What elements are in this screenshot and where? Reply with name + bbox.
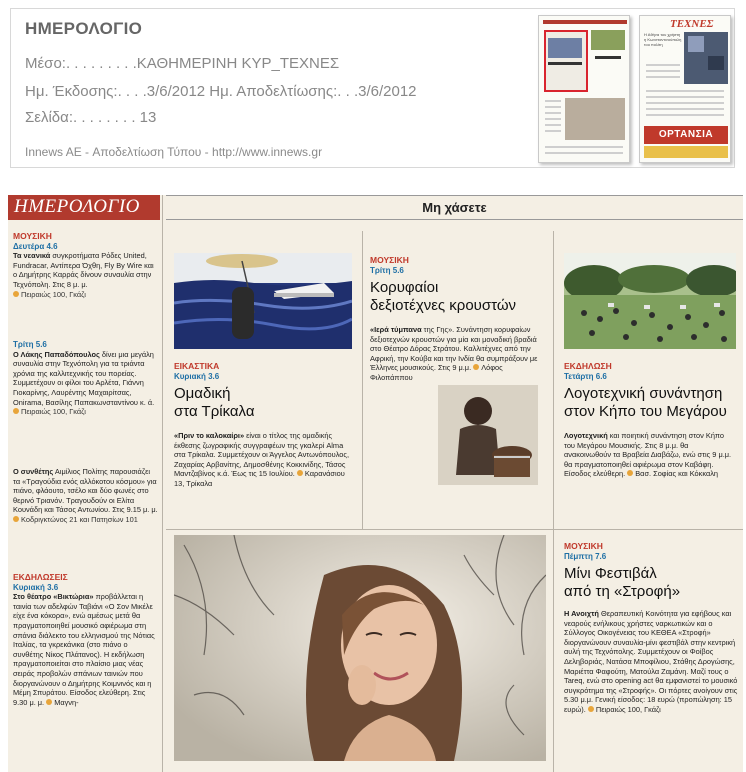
left-item-1 [13, 232, 158, 299]
newspaper-clipping [8, 195, 743, 772]
painting-image [174, 253, 352, 349]
garden-image [564, 253, 736, 349]
column-divider [362, 231, 363, 529]
column-divider [162, 195, 163, 772]
lead-text: Τα νεανικά [13, 251, 51, 261]
article-body: Η Ανοιχτή Θεραπευτική Κοινότητα για εφήβους και νεαρούς ενήλικους χρήστες ναρκωτικών και ο Σύλλογος Οικογένειας του ΚΕΘΕΑ «Στροφή» διοργανώνουν συναυλία-μίνι φεστιβάλ στην κεντρική αυλή της Τεχνόπολης. Συμμετέχουν οι Φοίβος Δεληβοριάς, Νατάσα Μποφίλιου, Στάθης Δρογώσης, Μαριέττα Φαφούτη, Ματούλα Ζαμάνη. Μαζί τους ο Tareq, ενώ στο opening act θα εμφανιστεί το μουσικό συγκρότημα της «Στροφής». Οι πόρτες ανοίγουν στις 5.30 μ.μ. Γενική είσοδος: 18 ευρώ (προπώληση: 15 ευρώ). Πειραιώς 100, Γκάζι [564, 609, 738, 714]
left-column [8, 195, 160, 772]
garden-photo [564, 253, 736, 349]
row-divider [166, 529, 743, 530]
left-item-4 [13, 573, 158, 707]
address: Μαγνη- [54, 697, 79, 707]
singer-photo [174, 535, 546, 761]
location-icon [13, 516, 19, 522]
main-area [166, 195, 743, 772]
day-label: Δευτέρα 4.6 [13, 241, 58, 251]
section-label: ΕΚΔΗΛΩΣΗ [564, 361, 612, 371]
article-body: «Ιερά τύμπανα της Γης». Συνάντηση κορυφαίων δεξιοτεχνών κρουστών για μία και μοναδική βραδιά στο Θέατρο Δόρας Στράτου. Καλλιτέχνες από την Αφρική, την Κούβα και την Ινδία θα συμπράξουν με Έλληνες μουσικούς. Στις 9 μ.μ. Λόφος Φιλοπάππου [370, 325, 538, 382]
day-label: Κυριακή 3.6 [13, 582, 59, 592]
headline: Λογοτεχνική συνάντηση στον Κήπο του Μεγάρου [564, 385, 727, 420]
media-line: Μέσο:. . . . . . . . .ΚΑΘΗΜΕΡΙΝΗ ΚΥΡ_ΤΕΧΝΕΣ [25, 55, 340, 72]
location-icon [588, 706, 594, 712]
section-label: ΜΟΥΣΙΚΗ [564, 541, 603, 551]
left-item-3 [13, 467, 158, 525]
location-icon [627, 470, 633, 476]
footer-line: Innews AE - Αποδελτίωση Τύπου - http://www.innews.gr [25, 145, 323, 159]
dates-line: Ημ. Έκδοσης:. . . .3/6/2012 Ημ. Αποδελτίωσης:. . .3/6/2012 [25, 83, 417, 100]
section-label: ΕΙΚΑΣΤΙΚΑ [174, 361, 220, 371]
section-label: ΜΟΥΣΙΚΗ [370, 255, 409, 265]
main-header: Μη χάσετε [166, 195, 743, 220]
address: Πειραιώς 100, Γκάζι [21, 289, 86, 299]
lead-text: Ο συνθέτης [13, 467, 54, 476]
column-divider [553, 529, 554, 772]
location-icon [46, 699, 52, 705]
thumb-masthead: ΤΕΧΝΕΣ [670, 18, 714, 30]
lead-text: Στο θέατρο «Βικτώρια» [13, 592, 94, 602]
headline: Ομαδική στα Τρίκαλα [174, 385, 255, 420]
day-label: Τρίτη 5.6 [13, 340, 47, 349]
painting-photo [174, 253, 352, 349]
left-item-2 [13, 340, 158, 417]
day-label: Τετάρτη 6.6 [564, 372, 607, 381]
location-icon [13, 291, 19, 297]
location-icon [473, 364, 479, 370]
card-title: ΗΜΕΡΟΛΟΓΙΟ [25, 19, 143, 38]
day-label: Τρίτη 5.6 [370, 266, 404, 275]
clipping-info-card [10, 8, 735, 168]
page-line: Σελίδα:. . . . . . . . 13 [25, 109, 157, 126]
headline: Μίνι Φεστιβάλ από τη «Στροφή» [564, 565, 681, 600]
headline: Κορυφαίοι δεξιοτέχνες κρουστών [370, 279, 517, 314]
section-label: ΕΚΔΗΛΩΣΕΙΣ [13, 572, 68, 582]
page-thumbnail-1[interactable] [538, 15, 630, 163]
item-text: συγκροτήματα Ρόδες United, Fundracar, Αντίπερα Όχθη, Fly By Wire και ο Δημήτρης Καρράς δίνουν συναυλία στην Τεχνόπολη. Στις 8 μ. μ. [13, 251, 154, 289]
address: Πειραιώς 100, Γκάζι [21, 407, 86, 417]
section-banner: ΗΜΕΡΟΛΟΓΙΟ [8, 195, 160, 220]
article-body: «Πριν το καλοκαίρι» είναι ο τίτλος της ομαδικής έκθεσης ζωγραφικής συγγραφέων της γκαλερί Alma στα Τρίκαλα. Συμμετέχουν οι Άγγελος Αντωνόπουλος, Ζαχαρίας Αρβανίτης, Δημοσθένης Κοκκινίδης, Τάσος Μαντζαβίνος κ.ά. Έως τις 15 Ιουλίου. Καρανάσιου 13, Τρίκαλα [174, 431, 350, 488]
article-body: Λογοτεχνική και ποιητική συνάντηση στον Κήπο του Μεγάρου Μουσικής. Στις 8 μ.μ. θα ανακοινωθούν τα Βραβεία Διαβάζω, ενώ στις 9 μ.μ. θα πραγματοποιηθεί αφιέρωμα στον Καβάφη. Είσοδος ελεύθερη. Βασ. Σοφίας και Κόκκαλη [564, 431, 732, 479]
singer-image [174, 535, 546, 761]
column-divider [553, 231, 554, 529]
drummer-image [438, 385, 538, 485]
location-icon [13, 408, 19, 414]
thumb-ad: ΟΡΤΑΝΣΙΑ [644, 126, 728, 144]
item-text: προβάλλεται η ταινία των αδελφών Ταβιάνι «Ο Σον Μικέλε είχε ένα κόκορα», ενώ αμέσως μετά θα πραγματοποιηθεί μουσικό αφιέρωμα στη σπάνια διάλεκτο του ελληνισμού της Νότιας Ιταλίας, τα γκρεκάνικα (στο πιάνο ο συνθέτης Νίκος Πλάτανος). Η εκδήλωση πραγματοποιείται στο πλαίσιο μιας νέας σειράς προβολών σπάνιων ταινιών που διοργανώνουν ο Δημήτρης Κοιμνινός και η Μέμη Σπυράτου. Είσοδος ελεύθερη. Στις 9.30 μ. μ. [13, 592, 155, 707]
drummer-photo [438, 385, 538, 485]
item-text: Αιμίλιος Πολίτης παρουσιάζει τα «Τραγούδια ενός αλλόκοτου κόσμου» για πιάνο, φλάουτο, τσέλο και δύο φωνές στο θερινό Τριανόν. Τραγουδούν οι Ελίτα Κουνάδη και Τάσος Αντωνίου. Στις 9.15 μ. μ. [13, 467, 158, 515]
item-text: δίνει μια μεγάλη συναυλία στην Τεχνόπολη για τα τριάντα χρόνια της καλλιτεχνικής του πορείας. Συμμετέχουν οι φίλοι του Αρλέτα, Γιάννη Γιοκαρίνης, Λαυρέντης Μαχαιρίτσας, Onirama, Βασίλης Παπακωνσταντίνου κ. ά. [13, 349, 155, 407]
section-label: ΜΟΥΣΙΚΗ [13, 231, 52, 241]
page-thumbnail-2[interactable] [639, 15, 731, 163]
thumb-caption: Η Αθήνα του χρήστη η Κωνσταντινούπολη του πολίτη [644, 32, 682, 47]
location-icon [297, 470, 303, 476]
lead-text: Ο Λάκης Παπαδόπουλος [13, 349, 100, 359]
day-label: Πέμπτη 7.6 [564, 552, 607, 561]
address: Κοδριγκτώνος 21 και Πατησίων 101 [21, 514, 138, 524]
day-label: Κυριακή 3.6 [174, 372, 220, 381]
